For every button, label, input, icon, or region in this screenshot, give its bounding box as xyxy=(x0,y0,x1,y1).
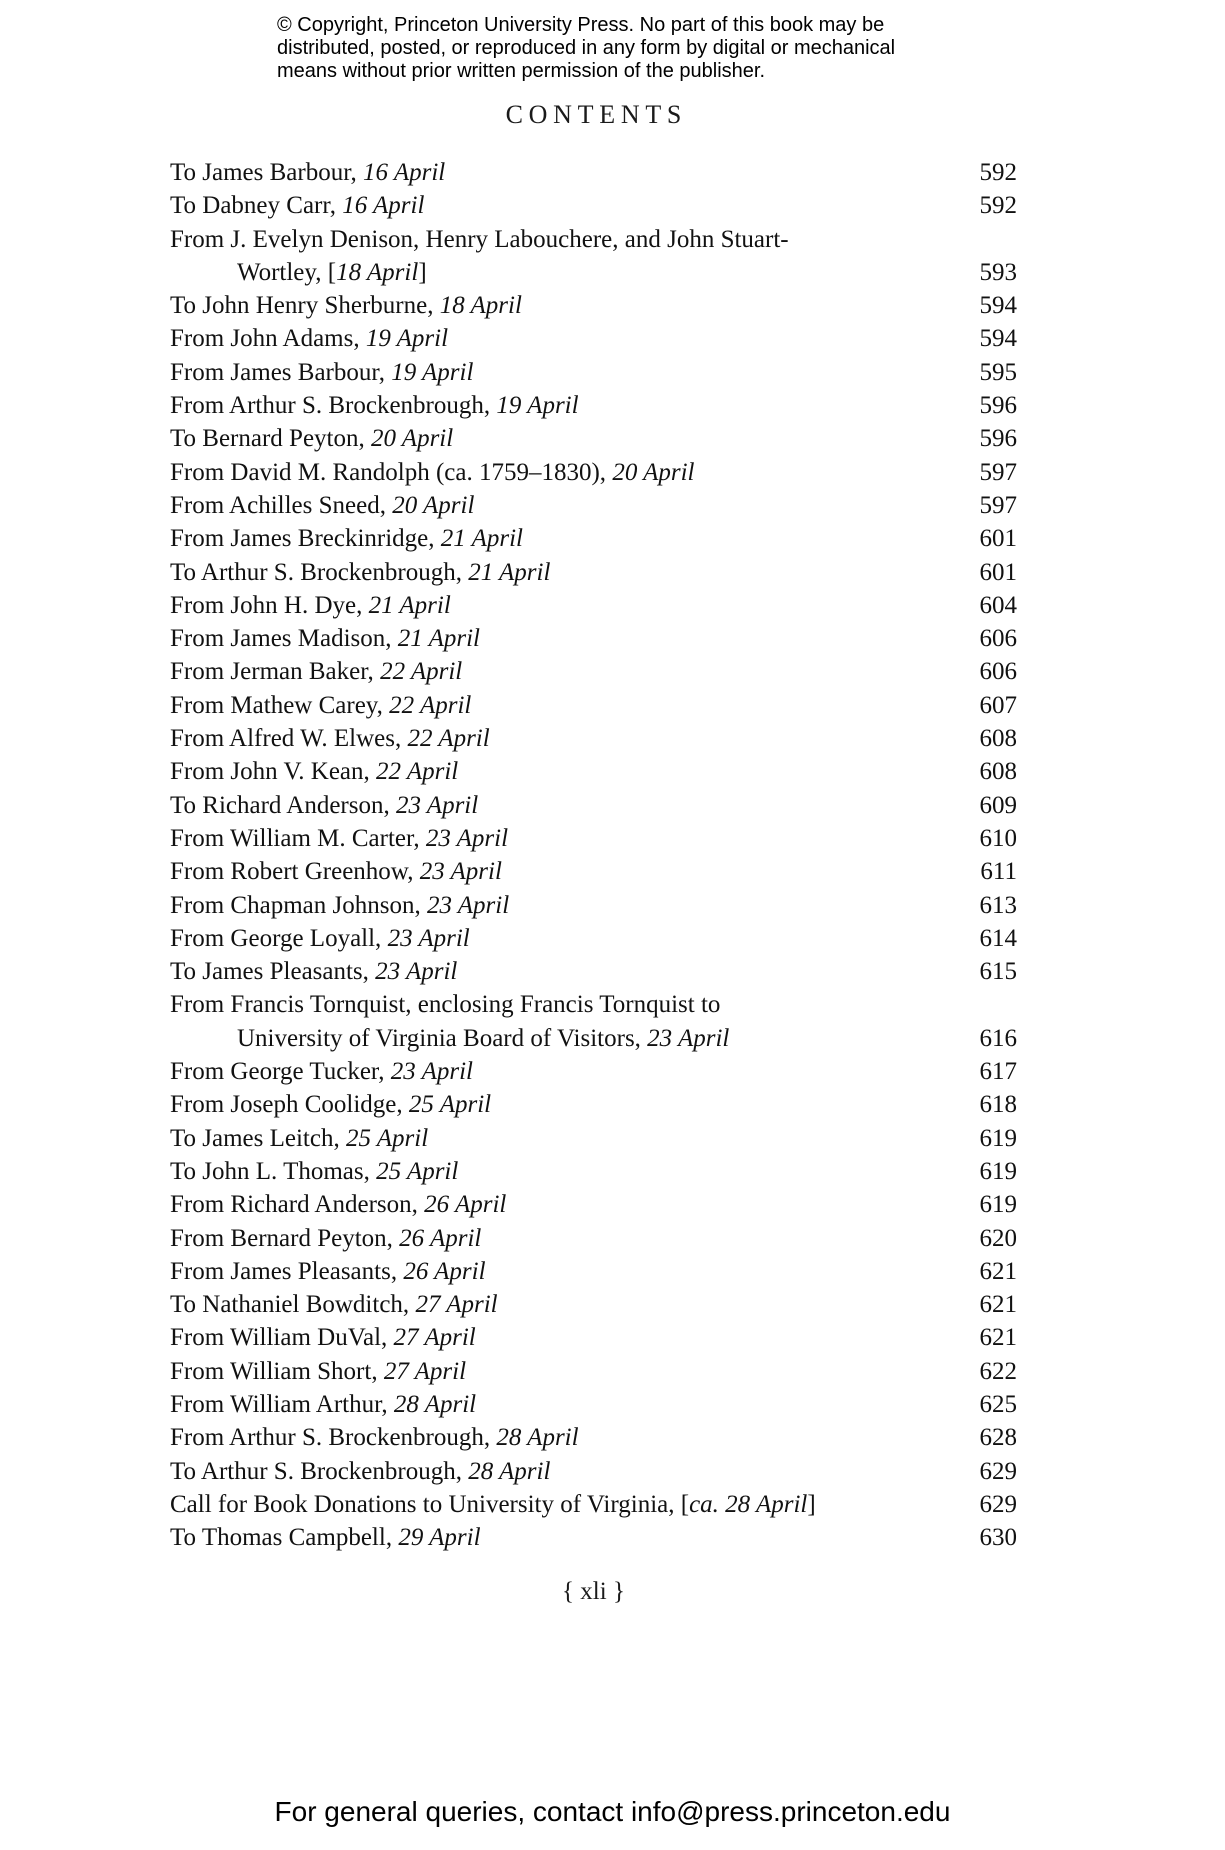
toc-entry-text xyxy=(170,889,509,922)
toc-entry-roman-text: To John L. Thomas, xyxy=(170,1157,377,1185)
toc-entry-page: 596 xyxy=(979,425,1017,453)
toc-entry-page: 596 xyxy=(979,392,1017,420)
toc-entry-page: 621 xyxy=(979,1324,1017,1352)
toc-entry-page: 595 xyxy=(979,358,1017,386)
toc-entry xyxy=(170,256,1017,289)
toc-entry-page: 593 xyxy=(979,258,1017,286)
toc-entry xyxy=(170,189,1017,222)
toc-entry-page: 628 xyxy=(979,1424,1017,1452)
toc-entry-roman-text: To Bernard Peyton, xyxy=(170,425,371,453)
toc-entry xyxy=(170,1355,1017,1388)
toc-entry-page: 597 xyxy=(979,458,1017,486)
toc-entry-page: 604 xyxy=(979,591,1017,619)
toc-entry-text xyxy=(170,1022,729,1055)
toc-entry-page: 611 xyxy=(980,858,1017,886)
toc-entry-date: 21 April xyxy=(368,591,451,619)
toc-entry-page: 607 xyxy=(979,691,1017,719)
toc-entry-roman-text: To Nathaniel Bowditch, xyxy=(170,1291,416,1319)
toc-entry xyxy=(170,1421,1017,1454)
toc-entry-text xyxy=(170,988,720,1021)
toc-entry xyxy=(170,889,1017,922)
toc-entry-text xyxy=(170,456,695,489)
toc-entry-roman-text: To James Pleasants, xyxy=(170,958,376,986)
toc-entry-roman-text: From John Adams, xyxy=(170,325,366,353)
toc-entry-page: 621 xyxy=(979,1257,1017,1285)
toc-entry-page: 606 xyxy=(979,625,1017,653)
toc-entry xyxy=(170,822,1017,855)
toc-entry-page: 610 xyxy=(979,824,1017,852)
toc-entry-page: 615 xyxy=(979,958,1017,986)
toc-entry-text xyxy=(170,789,478,822)
copyright-line-3: means without prior written permission of the publisher. xyxy=(277,60,766,82)
toc-entry-date: 20 April xyxy=(612,458,695,486)
toc-entry-roman-text: To John Henry Sherburne, xyxy=(170,292,440,320)
toc-entry-date: 26 April xyxy=(399,1224,482,1252)
toc-entry-roman-text: From James Breckinridge, xyxy=(170,525,441,553)
toc-entry-date: 16 April xyxy=(342,192,425,220)
toc-entry-date: 27 April xyxy=(383,1357,467,1385)
toc-entry-date: 28 April xyxy=(496,1424,579,1452)
toc-entry-roman-text: Wortley, [ xyxy=(237,258,337,286)
toc-entry-roman-suffix: ] xyxy=(807,1490,816,1518)
toc-entry-text xyxy=(170,955,457,988)
toc-entry xyxy=(170,1455,1017,1488)
toc-entry-text xyxy=(170,1488,816,1521)
toc-entry-text xyxy=(170,356,473,389)
toc-entry xyxy=(170,955,1017,988)
toc-entry-page: 619 xyxy=(979,1191,1017,1219)
toc-entry-text xyxy=(170,422,453,455)
toc-entry-text xyxy=(170,1288,498,1321)
toc-entry-page: 592 xyxy=(979,192,1017,220)
toc-entry-text xyxy=(170,1421,579,1454)
toc-entry-date: 23 April xyxy=(375,958,458,986)
toc-entry xyxy=(170,356,1017,389)
toc-entry-text xyxy=(170,1122,428,1155)
copyright-line-1: © Copyright, Princeton University Press. No part of this book may be xyxy=(277,14,885,36)
toc-entry-text xyxy=(170,1155,458,1188)
toc-entry-date: 26 April xyxy=(403,1257,486,1285)
toc-entry-roman-text: From William M. Carter, xyxy=(170,824,426,852)
toc-entry xyxy=(170,1055,1017,1088)
toc-entry xyxy=(170,1255,1017,1288)
toc-entry-date: 20 April xyxy=(371,425,454,453)
toc-entry-text xyxy=(170,622,480,655)
toc-entry-text xyxy=(170,1521,481,1554)
toc-entry xyxy=(170,789,1017,822)
copyright-line-2: distributed, posted, or reproduced in any form by digital or mechanical xyxy=(277,37,896,59)
toc-entry xyxy=(170,689,1017,722)
toc-entry-text xyxy=(170,589,451,622)
toc-entry-page: 619 xyxy=(979,1124,1017,1152)
toc-entry-text xyxy=(170,1222,481,1255)
toc-entry-page: 620 xyxy=(979,1224,1017,1252)
toc-entry-roman-text: From Francis Tornquist, enclosing Francis Tornquist to xyxy=(170,991,721,1019)
toc-entry-roman-text: To Arthur S. Brockenbrough, xyxy=(170,558,469,586)
toc-entry-text xyxy=(170,1455,550,1488)
toc-entry-text xyxy=(170,322,448,355)
toc-entry-roman-text: From Arthur S. Brockenbrough, xyxy=(170,1424,497,1452)
toc-entry-roman-text: From Robert Greenhow, xyxy=(170,858,420,886)
toc-entry-page: 617 xyxy=(979,1058,1017,1086)
toc-entry xyxy=(170,223,1017,256)
toc-entry xyxy=(170,722,1017,755)
toc-entry xyxy=(170,922,1017,955)
toc-entry-page: 601 xyxy=(979,558,1017,586)
toc-entry-page: 619 xyxy=(979,1157,1017,1185)
toc-entry-page: 597 xyxy=(979,491,1017,519)
toc-entry-roman-text: From Arthur S. Brockenbrough, xyxy=(170,392,497,420)
toc-entry-roman-text: To James Barbour, xyxy=(170,159,364,186)
toc-entry-text xyxy=(170,1321,476,1354)
toc-list xyxy=(170,156,1017,1554)
toc-entry-roman-text: To Richard Anderson, xyxy=(170,791,396,819)
toc-entry-roman-text: From James Pleasants, xyxy=(170,1257,404,1285)
toc-entry-roman-text: From Richard Anderson, xyxy=(170,1191,425,1219)
toc-entry-roman-text: To Dabney Carr, xyxy=(170,192,343,220)
toc-entry xyxy=(170,522,1017,555)
toc-entry-text xyxy=(170,855,502,888)
toc-entry-text xyxy=(170,922,470,955)
toc-entry-page: 625 xyxy=(979,1390,1017,1418)
toc-entry-page: 594 xyxy=(979,325,1017,353)
toc-entry-text xyxy=(170,389,579,422)
toc-entry-text xyxy=(170,1388,476,1421)
toc-entry-date: 29 April xyxy=(398,1524,481,1552)
toc-entry-roman-text: From David M. Randolph (ca. 1759–1830), xyxy=(170,458,613,486)
toc-entry-roman-text: From John V. Kean, xyxy=(170,758,377,786)
toc-entry-roman-text: To Thomas Campbell, xyxy=(170,1524,399,1552)
toc-entry-page: 622 xyxy=(979,1357,1017,1385)
toc-entry-text xyxy=(170,489,474,522)
toc-entry-date: 22 April xyxy=(376,758,459,786)
toc-entry xyxy=(170,1288,1017,1321)
toc-entry-roman-text: From William DuVal, xyxy=(170,1324,394,1352)
toc-entry-text xyxy=(170,1255,486,1288)
toc-entry xyxy=(170,1388,1017,1421)
toc-entry-date: 18 April xyxy=(336,258,419,286)
toc-entry-page: 616 xyxy=(979,1024,1017,1052)
toc-entry-roman-text: From Jerman Baker, xyxy=(170,658,381,686)
toc-entry-date: 23 April xyxy=(396,791,479,819)
toc-entry xyxy=(170,289,1017,322)
toc-entry-text xyxy=(170,822,508,855)
toc-entry-text xyxy=(170,1355,466,1388)
toc-entry-text xyxy=(170,689,471,722)
toc-entry-date: ca. 28 April xyxy=(689,1490,808,1518)
toc-entry-date: 23 April xyxy=(387,924,470,952)
toc-entry-date: 27 April xyxy=(415,1291,498,1319)
toc-entry-date: 23 April xyxy=(390,1058,473,1086)
toc-entry xyxy=(170,1088,1017,1121)
toc-entry xyxy=(170,988,1017,1021)
toc-entry xyxy=(170,1321,1017,1354)
toc-entry-page: 592 xyxy=(979,159,1017,186)
toc-entry-date: 27 April xyxy=(393,1324,476,1352)
toc-entry-roman-text: To James Leitch, xyxy=(170,1124,346,1152)
toc-entry-text xyxy=(170,722,490,755)
toc-entry-text xyxy=(170,256,427,289)
toc-entry xyxy=(170,1022,1017,1055)
toc-entry xyxy=(170,389,1017,422)
toc-entry-page: 629 xyxy=(979,1457,1017,1485)
toc-entry-text xyxy=(170,223,789,256)
toc-entry-text xyxy=(170,1088,491,1121)
toc-entry xyxy=(170,1122,1017,1155)
toc-entry-roman-text: From James Barbour, xyxy=(170,358,392,386)
toc-entry-date: 21 April xyxy=(468,558,551,586)
toc-entry xyxy=(170,1188,1017,1221)
toc-entry-roman-text: From James Madison, xyxy=(170,625,398,653)
toc-entry-roman-text: From Joseph Coolidge, xyxy=(170,1091,409,1119)
toc-entry-roman-text: From Chapman Johnson, xyxy=(170,891,427,919)
toc-entry-roman-text: From Bernard Peyton, xyxy=(170,1224,400,1252)
toc-entry-text xyxy=(170,1055,473,1088)
toc-entry-date: 22 April xyxy=(407,725,490,753)
toc-entry-roman-text: From Mathew Carey, xyxy=(170,691,390,719)
toc-entry-page: 613 xyxy=(979,891,1017,919)
toc-entry xyxy=(170,1488,1017,1521)
toc-entry-roman-suffix: ] xyxy=(418,258,427,286)
toc-entry-roman-text: From J. Evelyn Denison, Henry Labouchere, and John Stuart- xyxy=(170,225,789,253)
toc-entry-date: 16 April xyxy=(363,159,446,186)
toc-entry xyxy=(170,1222,1017,1255)
toc-entry-page: 609 xyxy=(979,791,1017,819)
toc-entry-date: 19 April xyxy=(496,392,579,420)
toc-entry-roman-text: To Arthur S. Brockenbrough, xyxy=(170,1457,469,1485)
toc-entry-date: 20 April xyxy=(392,491,475,519)
page-title: CONTENTS xyxy=(505,100,688,129)
copyright-notice xyxy=(277,14,895,83)
toc-entry-text xyxy=(170,1188,506,1221)
toc-entry xyxy=(170,156,1017,189)
toc-entry-date: 25 April xyxy=(408,1091,492,1119)
toc-entry-page: 606 xyxy=(979,658,1017,686)
toc-entry-text xyxy=(170,189,424,222)
toc-entry-date: 21 April xyxy=(440,525,523,553)
toc-entry xyxy=(170,556,1017,589)
toc-entry-page: 629 xyxy=(979,1490,1017,1518)
toc-entry xyxy=(170,655,1017,688)
toc-entry-text xyxy=(170,556,550,589)
toc-entry-roman-text: Call for Book Donations to University of Virginia, [ xyxy=(170,1490,690,1518)
folio-page-number: { xli } xyxy=(562,1578,625,1605)
toc-entry-date: 25 April xyxy=(376,1157,459,1185)
toc-entry-date: 28 April xyxy=(393,1390,477,1418)
toc-entry-page: 608 xyxy=(979,725,1017,753)
toc-entry-date: 23 April xyxy=(647,1024,730,1052)
toc-entry-date: 19 April xyxy=(391,358,474,386)
toc-entry xyxy=(170,589,1017,622)
toc-entry-date: 23 April xyxy=(426,891,510,919)
toc-entry xyxy=(170,755,1017,788)
toc-entry xyxy=(170,622,1017,655)
toc-entry-page: 618 xyxy=(979,1091,1017,1119)
toc-entry xyxy=(170,1155,1017,1188)
toc-entry-date: 28 April xyxy=(468,1457,551,1485)
toc-entry-text xyxy=(170,156,445,189)
toc-entry-roman-text: From George Loyall, xyxy=(170,924,388,952)
toc-entry-page: 630 xyxy=(979,1524,1017,1552)
toc-entry-date: 19 April xyxy=(365,325,449,353)
toc-entry-date: 22 April xyxy=(380,658,463,686)
footer-contact-note: For general queries, contact info@press.princeton.edu xyxy=(274,1796,951,1827)
toc-entry xyxy=(170,1521,1017,1554)
toc-entry-text xyxy=(170,289,522,322)
toc-entry-date: 22 April xyxy=(389,691,472,719)
toc-entry-roman-text: From John H. Dye, xyxy=(170,591,369,619)
toc-entry xyxy=(170,322,1017,355)
toc-entry-date: 26 April xyxy=(424,1191,507,1219)
toc-entry-date: 23 April xyxy=(425,824,509,852)
toc-entry-roman-text: From William Short, xyxy=(170,1357,384,1385)
toc-entry-roman-text: University of Virginia Board of Visitors, xyxy=(237,1024,648,1052)
toc-entry-page: 614 xyxy=(979,924,1017,952)
toc-entry xyxy=(170,489,1017,522)
toc-entry-roman-text: From Alfred W. Elwes, xyxy=(170,725,408,753)
toc-entry xyxy=(170,855,1017,888)
toc-entry-roman-text: From William Arthur, xyxy=(170,1390,394,1418)
toc-entry-text xyxy=(170,655,462,688)
toc-entry-page: 608 xyxy=(979,758,1017,786)
toc-entry-date: 21 April xyxy=(397,625,480,653)
toc-entry xyxy=(170,422,1017,455)
toc-entry-text xyxy=(170,522,523,555)
toc-entry-page: 594 xyxy=(979,292,1017,320)
toc-entry-date: 23 April xyxy=(419,858,502,886)
toc-entry xyxy=(170,456,1017,489)
toc-entry-roman-text: From George Tucker, xyxy=(170,1058,391,1086)
toc-entry-date: 18 April xyxy=(439,292,522,320)
toc-entry-page: 601 xyxy=(979,525,1017,553)
toc-entry-page: 621 xyxy=(979,1291,1017,1319)
toc-entry-date: 25 April xyxy=(345,1124,429,1152)
toc-entry-roman-text: From Achilles Sneed, xyxy=(170,491,393,519)
toc-entry-text xyxy=(170,755,458,788)
